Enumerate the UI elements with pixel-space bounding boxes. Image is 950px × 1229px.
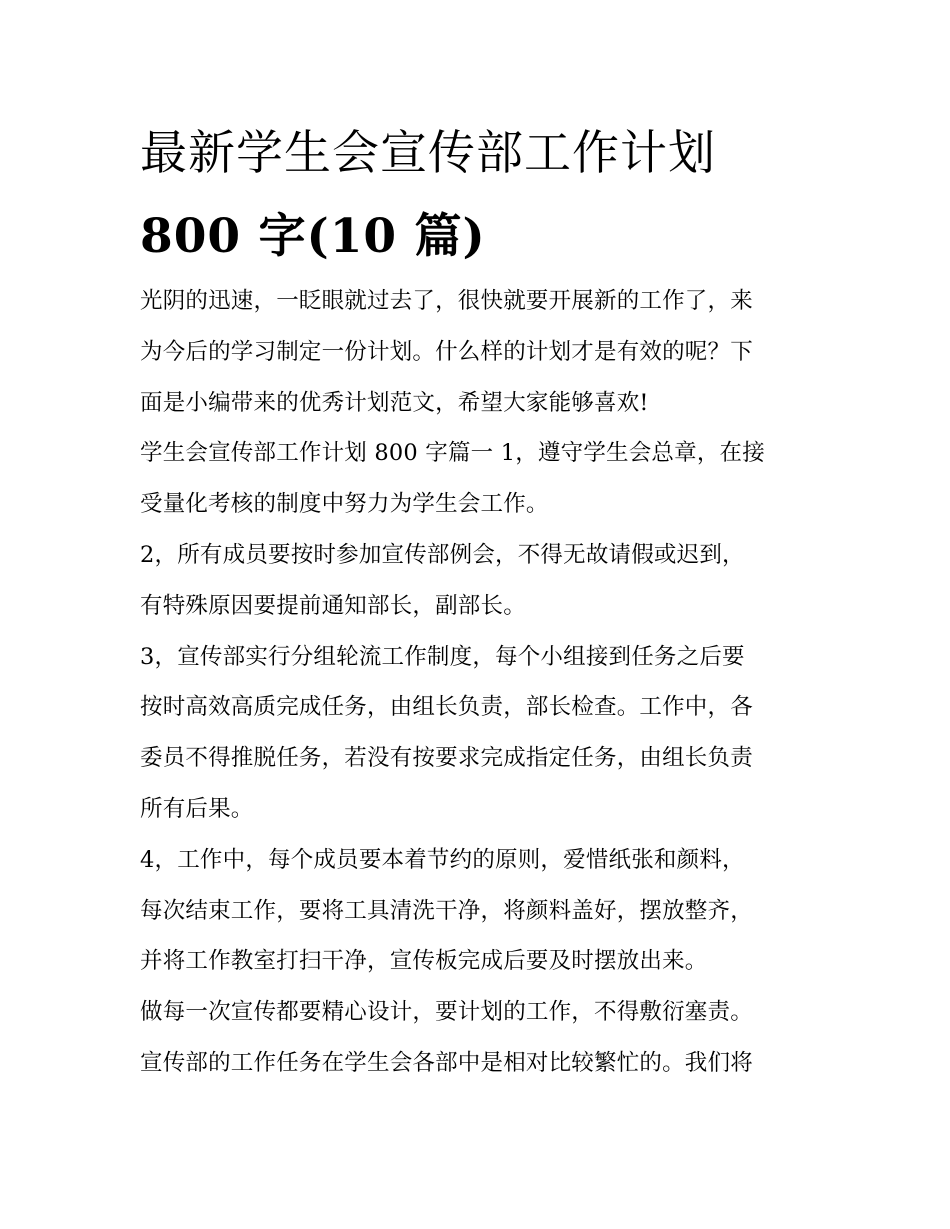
body-line: 光阴的迅速，一眨眼就过去了，很快就要开展新的工作了，来 [140,288,753,314]
body-line: 并将工作教室打扫干净，宣传板完成后要及时摆放出来。 [140,948,708,975]
document-title [140,112,820,278]
body-line: 学生会宣传部工作计划 800 字篇一 1，遵守学生会总章，在接 [140,440,765,467]
body-line: 委员不得推脱任务，若没有按要求完成指定任务，由组长负责 [140,745,753,772]
body-line: 2，所有成员要按时参加宣传部例会，不得无故请假或迟到， [140,541,745,568]
document-body [140,276,820,1089]
body-line: 有特殊原因要提前通知部长，副部长。 [140,592,526,619]
title-line-2: 800 字(10 篇) [140,209,486,264]
body-line: 为今后的学习制定一份计划。什么样的计划才是有效的呢？下 [140,338,753,365]
body-line: 做每一次宣传都要精心设计，要计划的工作，不得敷衍塞责。 [140,999,753,1026]
body-line: 按时高效高质完成任务，由组长负责，部长检查。工作中，各 [140,694,753,721]
body-line: 所有后果。 [140,795,254,822]
body-line: 面是小编带来的优秀计划范文，希望大家能够喜欢! [140,389,649,416]
body-line: 每次结束工作，要将工具清洗干净，将颜料盖好，摆放整齐， [140,897,753,924]
body-line: 宣传部的工作任务在学生会各部中是相对比较繁忙的。我们将 [140,1049,753,1076]
body-line: 3，宣传部实行分组轮流工作制度，每个小组接到任务之后要 [140,643,745,670]
body-line: 4，工作中，每个成员要本着节约的原则，爱惜纸张和颜料， [140,846,745,873]
title-line-1: 最新学生会宣传部工作计划 [140,126,716,181]
body-line: 受量化考核的制度中努力为学生会工作。 [140,491,549,518]
